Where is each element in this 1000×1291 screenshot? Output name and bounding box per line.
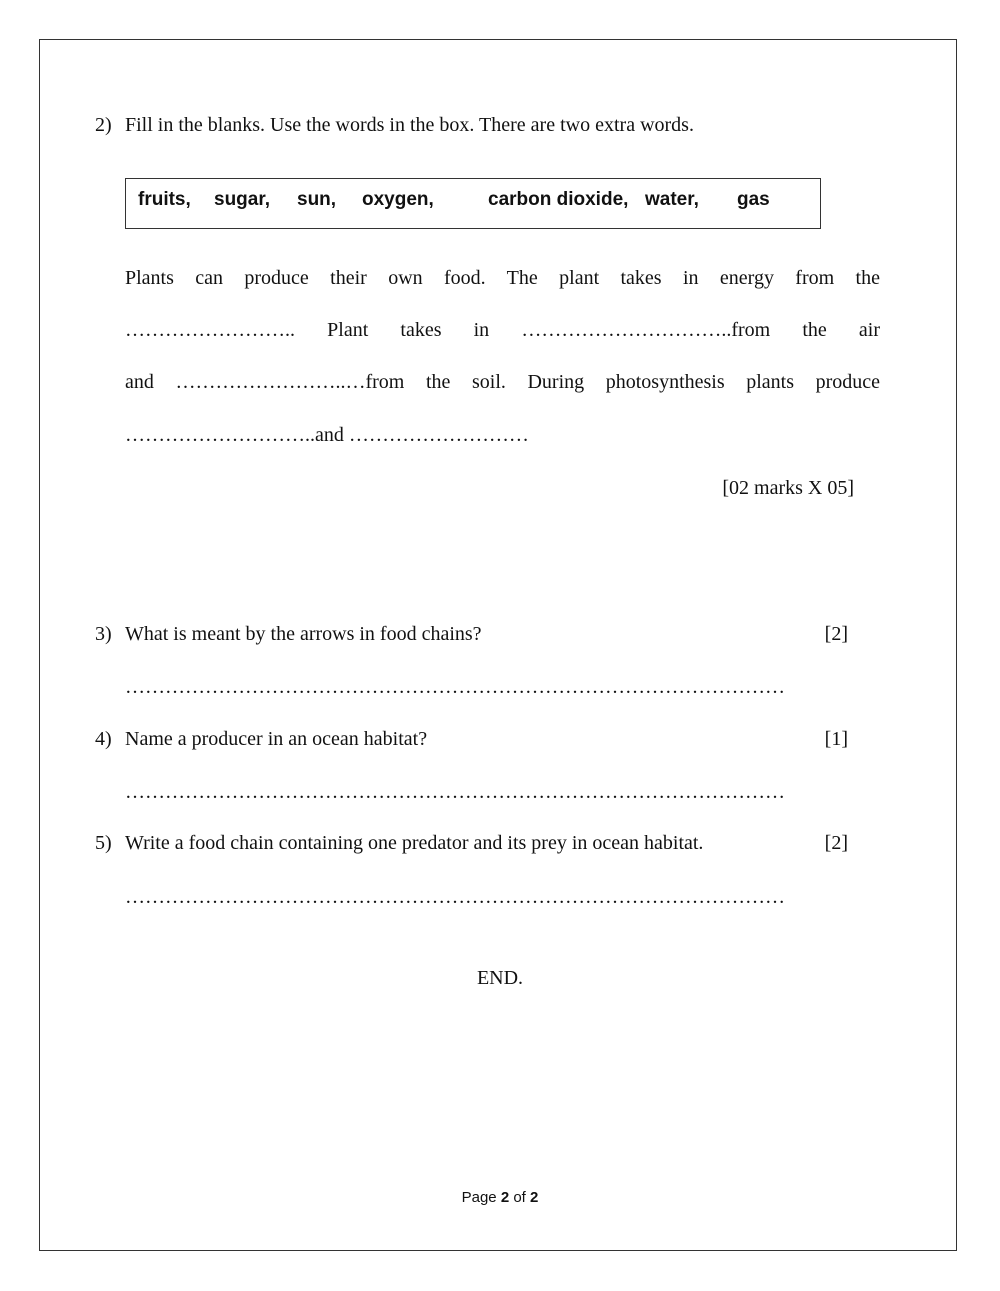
question-4-text: Name a producer in an ocean habitat? [125,728,428,750]
answer-line-q5: ……………………………………………………………………………………… [125,886,785,908]
question-2 [0,114,1000,140]
word-box-item: carbon dioxide, [488,189,629,210]
word-box-item: oxygen, [362,189,434,210]
fill-in-paragraph-line: Plants can produce their own food. The plant takes in energy from the [125,267,880,289]
question-5-text: Write a food chain containing one predator and its prey in ocean habitat. [125,832,704,854]
question-3 [0,623,1000,649]
fill-in-paragraph-line: …………………….. Plant takes in …………………………..from the air [125,319,880,341]
page-footer [0,1189,1000,1206]
question-3-text: What is meant by the arrows in food chains? [125,623,482,645]
end-text: END. [476,967,524,989]
question-5-number: 5) [95,832,112,854]
fill-in-paragraph-line: ………………………..and ……………………… [125,424,529,446]
answer-line-q4: ……………………………………………………………………………………… [125,781,785,803]
word-box-item: fruits, [138,189,191,210]
footer-current-page: 2 [500,1189,510,1206]
question-2-text: Fill in the blanks. Use the words in the box. There are two extra words. [125,114,694,136]
footer-page-label: Page [461,1189,497,1206]
answer-line-q3: ……………………………………………………………………………………… [125,676,785,698]
footer-total-pages: 2 [530,1189,539,1206]
question-5-marks: [2] [824,832,848,854]
word-box-item: sun, [297,189,337,210]
question-4-number: 4) [95,728,112,750]
word-box-item: gas [737,189,770,210]
word-box-item: sugar, [214,189,270,210]
question-2-marks: [02 marks X 05] [722,477,854,499]
question-3-marks: [2] [824,623,848,645]
question-4 [0,728,1000,754]
fill-in-paragraph-line: and ……………………..…from the soil. During photosynthesis plants produce [125,371,880,393]
question-5 [0,832,1000,858]
question-3-number: 3) [95,623,112,645]
word-box-item: water, [645,189,699,210]
footer-of-label: of [513,1189,526,1206]
question-2-number: 2) [95,114,112,136]
word-box [125,178,821,229]
question-4-marks: [1] [824,728,848,750]
